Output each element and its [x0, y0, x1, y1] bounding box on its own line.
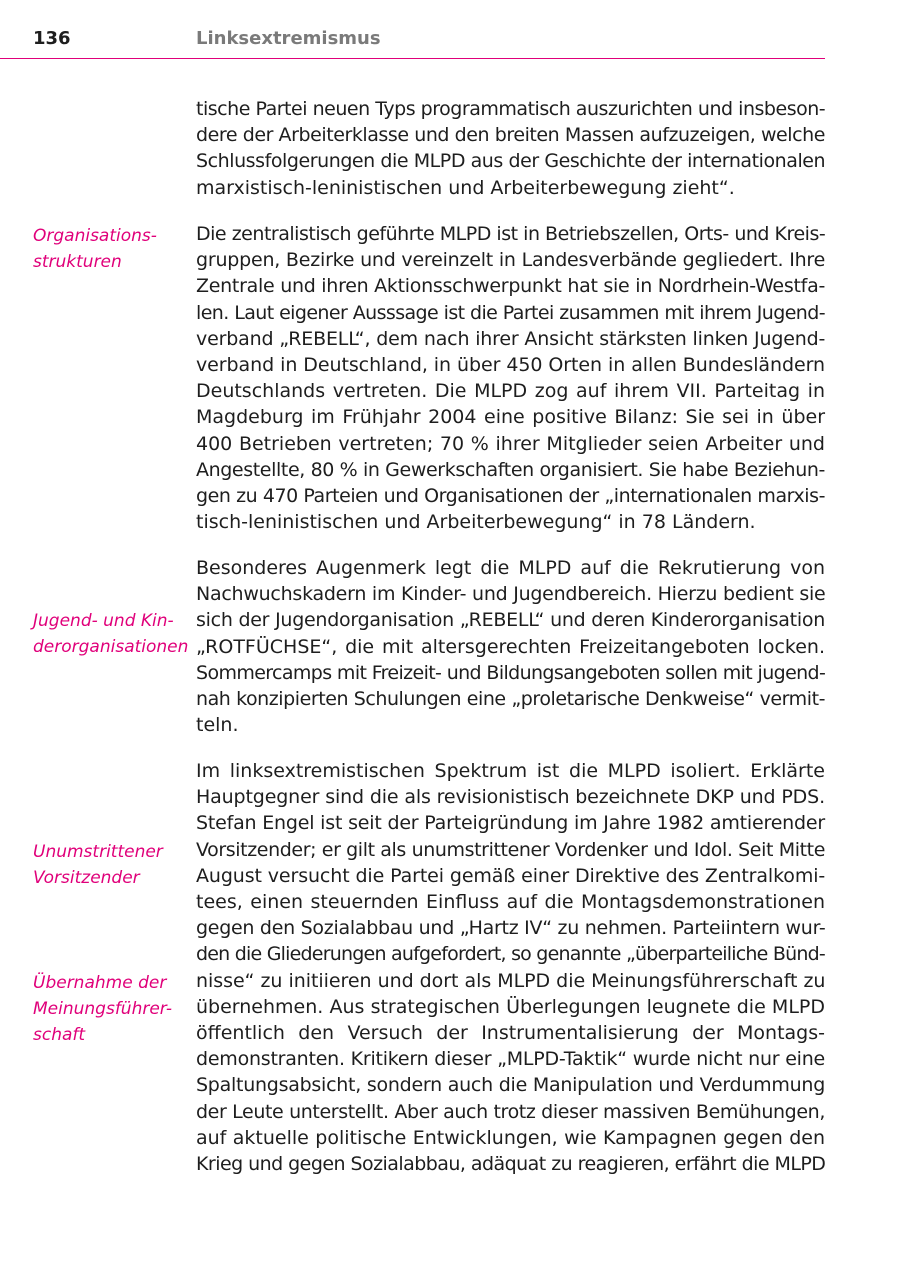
margin-note-line: Organisations- — [33, 226, 157, 246]
text-line: gen zu 470 Parteien und Organisationen der „internationalen marxis- — [196, 485, 825, 508]
margin-note-line: Jugend- und Kin- — [33, 611, 174, 631]
text-line: tisch-leninistischen und Arbeiterbewegung“ in 78 Ländern. — [196, 511, 756, 534]
text-line: Besonderes Augenmerk legt die MLPD auf die Rekrutierung von — [196, 557, 825, 579]
text-line: öffentlich den Versuch der Instrumentalisierung der Montags- — [196, 1022, 825, 1045]
text-line: „ROTFÜCHSE“, die mit altersgerechten Freizeitangeboten locken. — [196, 635, 825, 658]
text-line: den die Gliederungen aufgefordert, so genannte „überparteiliche Bünd- — [196, 943, 825, 966]
text-line: teln. — [196, 714, 239, 737]
text-line: August versucht die Partei gemäß einer Direktive des Zentralkomi- — [196, 864, 826, 887]
text-line: sich der Jugendorganisation „REBELL“ und deren Kinderorganisation — [196, 609, 825, 632]
margin-note-line: derorganisationen — [33, 637, 189, 658]
text-line: Stefan Engel ist seit der Parteigründung im Jahre 1982 amtierender — [196, 812, 825, 835]
text-line: len. Laut eigener Ausssage ist die Partei zusammen mit ihrem Jugend- — [196, 301, 825, 324]
text-line: tees, einen steuernden Einfluss auf die Montagsdemonstrationen — [196, 891, 825, 914]
margin-note-line: Meinungsführer- — [33, 999, 172, 1020]
paragraph-1 — [196, 96, 825, 201]
text-line: dere der Arbeiterklasse und den breiten Massen aufzuzeigen, welche — [196, 124, 825, 147]
margin-note-line: schaft — [33, 1025, 86, 1046]
text-line: Deutschlands vertreten. Die MLPD zog auf ihrem VII. Parteitag in — [196, 380, 825, 403]
text-line: Magdeburg im Frühjahr 2004 eine positive Bilanz: Sie sei in über — [196, 406, 825, 429]
margin-note-jugendorganisationen — [33, 608, 189, 660]
margin-note-vorsitzender — [33, 839, 183, 891]
text-line: demonstranten. Kritikern dieser „MLPD-Taktik“ wurde nicht nur eine — [196, 1048, 825, 1071]
text-line: Zentrale und ihren Aktionsschwerpunkt hat sie in Nordrhein-Westfa- — [196, 275, 826, 298]
margin-note-line: Übernahme der — [33, 973, 167, 993]
page-number: 136 — [33, 28, 71, 49]
text-line: Schlussfolgerungen die MLPD aus der Geschichte der internationalen — [196, 150, 826, 173]
text-line: 400 Betrieben vertreten; 70 % ihrer Mitglieder seien Arbeiter und — [196, 432, 825, 455]
margin-note-line: Vorsitzender — [33, 868, 140, 889]
text-line: Angestellte, 80 % in Gewerkschaften organisiert. Sie habe Beziehun- — [196, 458, 825, 481]
running-title: Linksextremismus — [196, 28, 381, 49]
text-line: auf aktuelle politische Entwicklungen, wie Kampagnen gegen den — [196, 1126, 825, 1149]
margin-note-meinungsfuehrerschaft — [33, 970, 183, 1049]
text-line: nisse“ zu initiieren und dort als MLPD die Meinungsführerschaft zu — [196, 969, 826, 992]
text-line: übernehmen. Aus strategischen Überlegungen leugnete die MLPD — [196, 995, 825, 1018]
text-line: gruppen, Bezirke und vereinzelt in Landesverbände gegliedert. Ihre — [196, 249, 826, 272]
text-line: Im linksextremistischen Spektrum ist die MLPD isoliert. Erklärte — [196, 760, 825, 782]
text-line: marxistisch-leninistischen und Arbeiterbewegung zieht“. — [196, 176, 735, 199]
paragraph-3 — [196, 555, 825, 738]
text-line: verband „REBELL“, dem nach ihrer Ansicht stärksten linken Jugend- — [196, 327, 826, 350]
text-line: Krieg und gegen Sozialabbau, adäquat zu reagieren, erfährt die MLPD — [196, 1153, 826, 1176]
text-line: Spaltungsabsicht, sondern auch die Manipulation und Verdummung — [196, 1074, 825, 1097]
text-line: der Leute unterstellt. Aber auch trotz dieser massiven Bemühungen, — [196, 1100, 825, 1123]
margin-note-line: Unumstrittener — [33, 842, 163, 862]
text-line: Vorsitzender; er gilt als unumstrittener Vordenker und Idol. Seit Mitte — [196, 838, 825, 861]
text-line: nah konzipierten Schulungen eine „proletarische Denkweise“ vermit- — [196, 688, 825, 711]
text-line: tische Partei neuen Typs programmatisch auszurichten und insbeson- — [196, 98, 826, 120]
text-line: Die zentralistisch geführte MLPD ist in Betriebszellen, Orts- und Kreis- — [196, 223, 826, 245]
text-line: Nachwuchskadern im Kinder- und Jugendbereich. Hierzu bedient sie — [196, 583, 826, 606]
text-line: Hauptgegner sind die als revisionistisch bezeichnete DKP und PDS. — [196, 786, 825, 809]
page-header — [0, 0, 825, 59]
paragraph-4 — [196, 758, 825, 1177]
text-line: Sommercamps mit Freizeit- und Bildungsangeboten sollen mit jugend- — [196, 661, 826, 684]
text-line: verband in Deutschland, in über 450 Orten in allen Bundesländern — [196, 354, 825, 377]
paragraph-2 — [196, 221, 825, 535]
margin-note-line: strukturen — [33, 252, 122, 273]
margin-note-organisationsstrukturen — [33, 223, 183, 275]
text-line: gegen den Sozialabbau und „Hartz IV“ zu nehmen. Parteiintern wur- — [196, 917, 826, 940]
